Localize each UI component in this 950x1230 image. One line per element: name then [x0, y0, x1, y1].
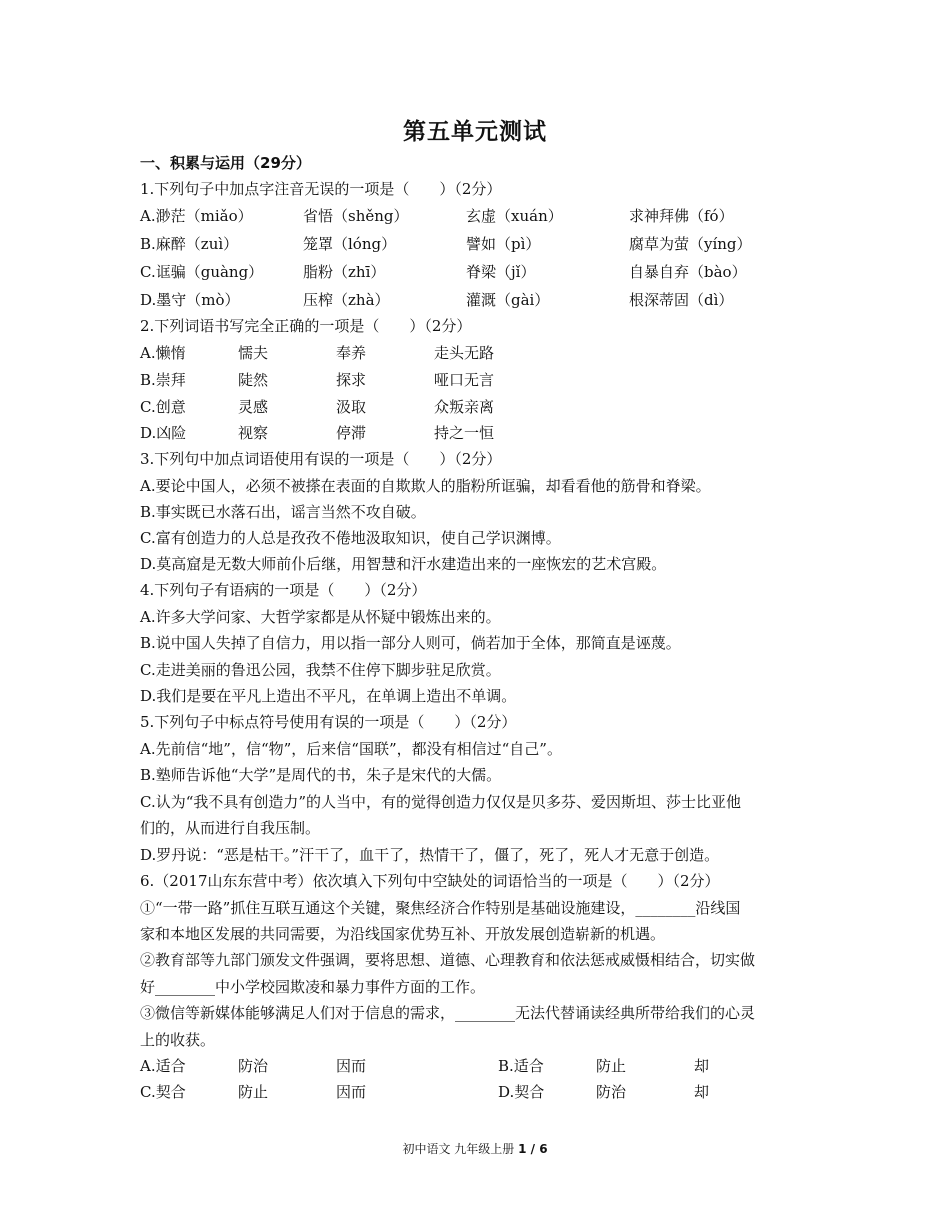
q6-sentence-3: ③微信等新媒体能够满足人们对于信息的需求，________无法代替诵读经典所带给我们的心灵	[140, 1004, 756, 1022]
page-title: 第五单元测试	[403, 119, 547, 145]
q6-sentence-2-continued: 好________中小学校园欺凌和暴力事件方面的工作。	[140, 978, 486, 996]
page-number: 1 / 6	[518, 1142, 548, 1156]
q5-option: B.塾师告诉他“大学”是周代的书，朱子是宋代的大儒。	[140, 766, 502, 784]
q1-option-cell: D.墨守（mò）	[140, 291, 240, 309]
q2-option-cell: 懦夫	[238, 344, 269, 362]
q6-option-cell: 却	[694, 1083, 710, 1101]
q1-option-cell: 根深蒂固（dì）	[629, 291, 734, 309]
q6-option-cell: 防止	[238, 1083, 269, 1101]
page-footer	[0, 1140, 950, 1157]
q6-option-cell: 因而	[336, 1083, 367, 1101]
q2-option-cell: D.凶险	[140, 424, 187, 442]
q2-option-cell: C.创意	[140, 398, 186, 416]
q1-option-cell: 笼罩（lóng）	[303, 235, 397, 253]
q3-option: B.事实既已水落石出，谣言当然不攻自破。	[140, 503, 426, 521]
q1-option-cell: 脂粉（zhī）	[303, 263, 386, 281]
q6-option-cell: A.适合	[140, 1057, 186, 1075]
q6-stem: 6.（2017山东东营中考）依次填入下列句中空缺处的词语恰当的一项是（ ）（2分）	[140, 872, 720, 890]
q5-option: D.罗丹说：“恶是枯干。”汗干了，血干了，热情干了，僵了，死了，死人才无意于创造。	[140, 846, 720, 864]
q2-option-cell: 奉养	[336, 344, 367, 362]
q6-sentence-1: ①“一带一路”抓住互联互通这个关键，聚焦经济合作特别是基础设施建设，________沿线国	[140, 899, 741, 917]
q1-option-cell: 求神拜佛（fó）	[629, 207, 734, 225]
q4-option: B.说中国人失掉了自信力，用以指一部分人则可，倘若加于全体，那简直是诬蔑。	[140, 634, 681, 652]
q2-option-cell: A.懒惰	[140, 344, 186, 362]
q5-option: A.先前信“地”，信“物”，后来信“国联”，都没有相信过“自己”。	[140, 740, 562, 758]
q1-option-cell: 省悟（shěng）	[303, 207, 409, 225]
q2-option-cell: 持之一恒	[434, 424, 495, 442]
q3-option: A.要论中国人，必须不被搽在表面的自欺欺人的脂粉所诓骗，却看看他的筋骨和脊梁。	[140, 477, 711, 495]
q1-option-cell: 脊梁（jǐ）	[466, 263, 536, 281]
q5-stem: 5.下列句子中标点符号使用有误的一项是（ ）（2分）	[140, 713, 517, 731]
q6-sentence-3-continued: 上的收获。	[140, 1031, 216, 1049]
q6-option-cell: C.契合	[140, 1083, 186, 1101]
q2-option-cell: B.崇拜	[140, 371, 186, 389]
q6-option-cell: 防治	[596, 1083, 627, 1101]
q6-option-cell: 因而	[336, 1057, 367, 1075]
q4-option: C.走进美丽的鲁迅公园，我禁不住停下脚步驻足欣赏。	[140, 661, 501, 679]
q3-option: D.莫高窟是无数大师前仆后继，用智慧和汗水建造出来的一座恢宏的艺术宫殿。	[140, 555, 667, 573]
q3-stem: 3.下列句中加点词语使用有误的一项是（ ）（2分）	[140, 450, 502, 468]
q2-option-cell: 汲取	[336, 398, 367, 416]
q1-stem: 1.下列句子中加点字注音无误的一项是（ ）（2分）	[140, 180, 502, 198]
q1-option-cell: 灌溉（gài）	[466, 291, 550, 309]
q6-option-cell: 却	[694, 1057, 710, 1075]
q2-option-cell: 众叛亲离	[434, 398, 495, 416]
section-heading: 一、积累与运用（29分）	[140, 154, 311, 172]
q1-option-cell: 压榨（zhà）	[303, 291, 390, 309]
q2-option-cell: 视察	[238, 424, 269, 442]
q6-sentence-1-continued: 家和本地区发展的共同需要，为沿线国家优势互补、开放发展创造崭新的机遇。	[140, 925, 666, 943]
q1-option-cell: C.诓骗（guàng）	[140, 263, 264, 281]
q2-option-cell: 走头无路	[434, 344, 495, 362]
q6-sentence-2: ②教育部等九部门颁发文件强调，要将思想、道德、心理教育和依法惩戒威慑相结合，切实做	[140, 951, 756, 969]
q1-option-cell: 玄虚（xuán）	[466, 207, 563, 225]
footer-text: 初中语文 九年级上册	[402, 1142, 515, 1156]
q2-option-cell: 停滞	[336, 424, 367, 442]
q1-option-cell: 譬如（pì）	[466, 235, 541, 253]
q6-option-cell: 防治	[238, 1057, 269, 1075]
q4-stem: 4.下列句子有语病的一项是（ ）（2分）	[140, 581, 427, 599]
q2-option-cell: 探求	[336, 371, 367, 389]
q4-option: D.我们是要在平凡上造出不平凡，在单调上造出不单调。	[140, 687, 517, 705]
q6-option-cell: B.适合	[498, 1057, 544, 1075]
q5-option-continued: 们的，从而进行自我压制。	[140, 819, 321, 837]
q6-option-cell: 防止	[596, 1057, 627, 1075]
q1-option-cell: 腐草为萤（yíng）	[629, 235, 752, 253]
q4-option: A.许多大学问家、大哲学家都是从怀疑中锻炼出来的。	[140, 608, 501, 626]
q2-option-cell: 灵感	[238, 398, 269, 416]
q2-option-cell: 哑口无言	[434, 371, 495, 389]
q2-stem: 2.下列词语书写完全正确的一项是（ ）（2分）	[140, 317, 472, 335]
q6-option-cell: D.契合	[498, 1083, 545, 1101]
q3-option: C.富有创造力的人总是孜孜不倦地汲取知识，使自己学识渊博。	[140, 529, 561, 547]
q2-option-cell: 陡然	[238, 371, 269, 389]
q1-option-cell: B.麻醉（zuì）	[140, 235, 239, 253]
q1-option-cell: 自暴自弃（bào）	[629, 263, 747, 281]
q5-option: C.认为“我不具有创造力”的人当中，有的觉得创造力仅仅是贝多芬、爱因斯坦、莎士比亚他	[140, 793, 742, 811]
q1-option-cell: A.渺茫（miǎo）	[140, 207, 253, 225]
